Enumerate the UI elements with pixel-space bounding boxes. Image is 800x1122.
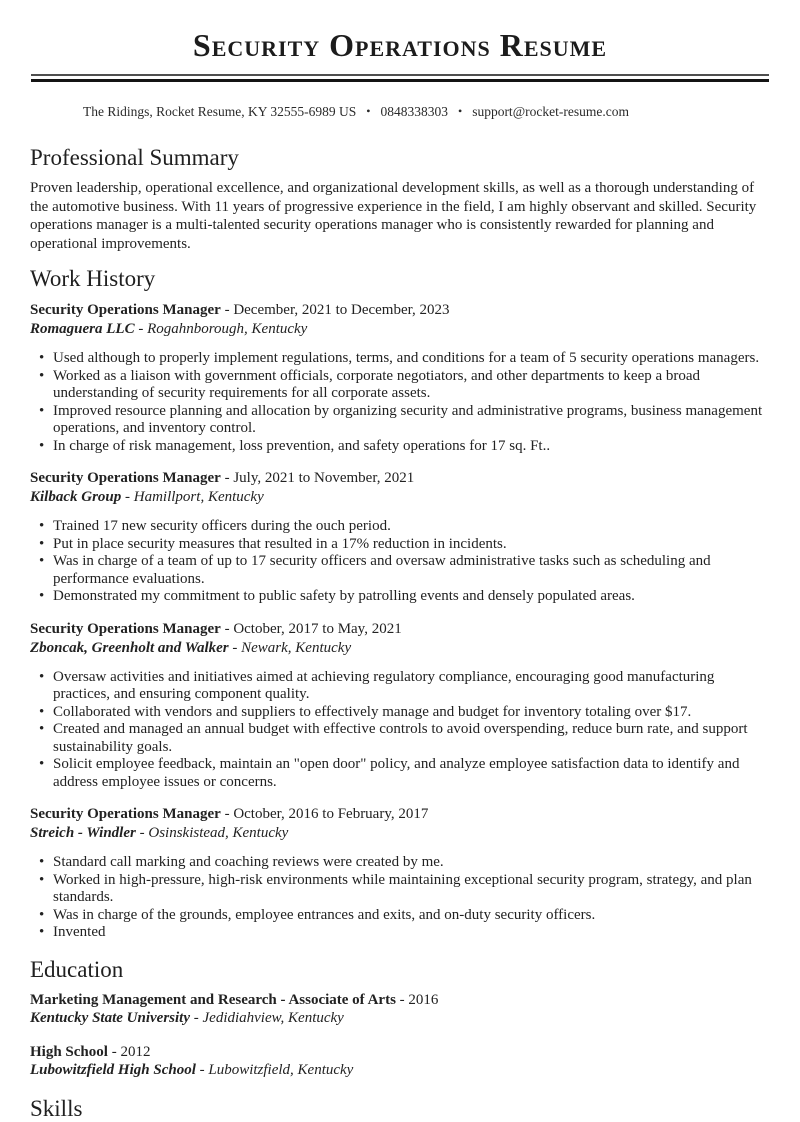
job-bullet-list bbox=[30, 669, 770, 792]
work-history-heading: Work History bbox=[30, 266, 156, 292]
education-entry bbox=[30, 991, 770, 1028]
job-title: Security Operations Manager bbox=[30, 806, 221, 823]
resume-header bbox=[0, 0, 800, 120]
professional-summary-heading: Professional Summary bbox=[30, 145, 239, 171]
education-location: Jedidiahview, Kentucky bbox=[202, 1010, 344, 1027]
job-bullet: • Demonstrated my commitment to public safety by patrolling events and densely populated areas. bbox=[30, 588, 770, 606]
job-bullet: • Created and managed an annual budget with effective controls to avoid overspending, reduce burn rate, and support sustainability goals. bbox=[30, 721, 770, 756]
education-school: Lubowitzfield High School bbox=[30, 1062, 196, 1079]
jobs-list bbox=[30, 301, 770, 942]
job-location: Osinskistead, Kentucky bbox=[148, 825, 289, 842]
contact-email: support@rocket-resume.com bbox=[472, 104, 629, 120]
section-professional-summary bbox=[30, 144, 770, 253]
education-location: Lubowitzfield, Kentucky bbox=[208, 1062, 354, 1079]
contact-phone: 0848338303 bbox=[380, 104, 448, 120]
job-bullet: • Oversaw activities and initiatives aimed at achieving regulatory compliance, encouraging good manufacturing practices, and ensuring component quality. bbox=[30, 669, 770, 704]
job-title-line bbox=[30, 805, 770, 824]
section-education bbox=[30, 956, 770, 1080]
dash-separator: - bbox=[395, 991, 409, 1008]
education-entry bbox=[30, 1043, 770, 1080]
education-heading: Education bbox=[30, 956, 124, 982]
job-entry bbox=[30, 805, 770, 942]
dash-separator: - bbox=[190, 1010, 203, 1027]
contact-line bbox=[0, 103, 712, 120]
job-company: Kilback Group bbox=[30, 489, 122, 506]
dash-separator: - bbox=[195, 1062, 209, 1079]
contact-separator-icon: • bbox=[457, 104, 463, 119]
job-bullet: • In charge of risk management, loss prevention, and safety operations for 17 sq. Ft.. bbox=[30, 438, 770, 456]
education-year: 2012 bbox=[120, 1043, 151, 1060]
job-company: Streich - Windler bbox=[30, 825, 136, 842]
job-bullet: • Worked in high-pressure, high-risk environments while maintaining exceptional security program, strategy, and plan standards. bbox=[30, 872, 770, 907]
header-divider bbox=[31, 74, 769, 82]
job-bullet: • Trained 17 new security officers during the ouch period. bbox=[30, 518, 770, 536]
job-entry bbox=[30, 620, 770, 792]
dash-separator: - bbox=[107, 1043, 121, 1060]
education-list bbox=[30, 991, 770, 1080]
job-title: Security Operations Manager bbox=[30, 302, 221, 319]
skills-heading: Skills bbox=[30, 1095, 83, 1121]
dash-separator: - bbox=[121, 489, 134, 506]
job-bullet-list bbox=[30, 350, 770, 455]
section-work-history bbox=[30, 265, 770, 942]
job-company-line bbox=[30, 824, 770, 843]
job-company: Zboncak, Greenholt and Walker bbox=[30, 639, 229, 656]
contact-address: The Ridings, Rocket Resume, KY 32555-6989 US bbox=[83, 104, 357, 120]
education-school-line bbox=[30, 1061, 770, 1080]
job-bullet-list bbox=[30, 854, 770, 942]
job-bullet: • Solicit employee feedback, maintain an "open door" policy, and analyze employee satisfaction data to identify and address employee issues or concerns. bbox=[30, 756, 770, 791]
job-bullet: • Was in charge of the grounds, employee entrances and exits, and on-duty security officers. bbox=[30, 907, 770, 925]
job-location: Hamillport, Kentucky bbox=[133, 489, 264, 506]
dash-separator: - bbox=[228, 639, 242, 656]
education-degree-line bbox=[30, 991, 770, 1010]
job-company: Romaguera LLC bbox=[30, 321, 135, 338]
job-bullet: • Worked as a liaison with government officials, corporate negotiators, and other departments to keep a broad understanding of security requirements for all corporate assets. bbox=[30, 368, 770, 403]
job-location: Rogahnborough, Kentucky bbox=[147, 321, 308, 338]
job-dates: July, 2021 to November, 2021 bbox=[233, 470, 415, 487]
job-bullet: • Put in place security measures that resulted in a 17% reduction in incidents. bbox=[30, 536, 770, 554]
job-dates: October, 2017 to May, 2021 bbox=[233, 620, 402, 637]
education-year: 2016 bbox=[408, 991, 439, 1008]
contact-separator-icon: • bbox=[366, 104, 371, 119]
education-school: Kentucky State University bbox=[30, 1010, 190, 1027]
resume-title: Security Operations Resume bbox=[192, 27, 608, 63]
job-title: Security Operations Manager bbox=[30, 470, 221, 487]
section-skills bbox=[30, 1095, 770, 1122]
dash-separator: - bbox=[220, 470, 234, 487]
professional-summary-text: Proven leadership, operational excellence, and organizational development skills, as well as a thorough understanding of the automotive business. With 11 years of progressive experience in the field, I am highly observant and skilled. Security operations manager is a multi-talented security operations manager who is consistently rewarded for planning and operational improvements. bbox=[30, 180, 757, 252]
job-bullet: • Collaborated with vendors and suppliers to effectively manage and budget for inventory totaling over $17. bbox=[30, 704, 770, 722]
job-location: Newark, Kentucky bbox=[241, 639, 352, 656]
job-company-line bbox=[30, 639, 770, 658]
education-school-line bbox=[30, 1009, 770, 1028]
job-bullet: • Was in charge of a team of up to 17 security officers and oversaw administrative tasks such as scheduling and performance evaluations. bbox=[30, 553, 770, 588]
job-title-line bbox=[30, 301, 770, 320]
dash-separator: - bbox=[220, 806, 234, 823]
education-degree: Marketing Management and Research - Associate of Arts bbox=[30, 991, 396, 1008]
job-dates: October, 2016 to February, 2017 bbox=[233, 806, 429, 823]
job-bullet: • Standard call marking and coaching reviews were created by me. bbox=[30, 854, 770, 872]
job-bullet-list bbox=[30, 518, 770, 606]
job-bullet: • Improved resource planning and allocation by organizing security and administrative programs, business management operations, and inventory control. bbox=[30, 403, 770, 438]
job-bullet: • Used although to properly implement regulations, terms, and conditions for a team of 5 security operations managers. bbox=[30, 350, 770, 368]
job-bullet: • Invented bbox=[30, 924, 770, 942]
dash-separator: - bbox=[220, 620, 234, 637]
job-dates: December, 2021 to December, 2023 bbox=[233, 302, 450, 319]
job-title: Security Operations Manager bbox=[30, 620, 221, 637]
job-title-line bbox=[30, 469, 770, 488]
job-title-line bbox=[30, 620, 770, 639]
education-degree: High School bbox=[30, 1043, 108, 1060]
dash-separator: - bbox=[220, 302, 234, 319]
education-degree-line bbox=[30, 1043, 770, 1062]
job-company-line bbox=[30, 488, 770, 507]
job-entry bbox=[30, 469, 770, 606]
job-entry bbox=[30, 301, 770, 455]
dash-separator: - bbox=[134, 321, 148, 338]
dash-separator: - bbox=[135, 825, 149, 842]
job-company-line bbox=[30, 320, 770, 339]
